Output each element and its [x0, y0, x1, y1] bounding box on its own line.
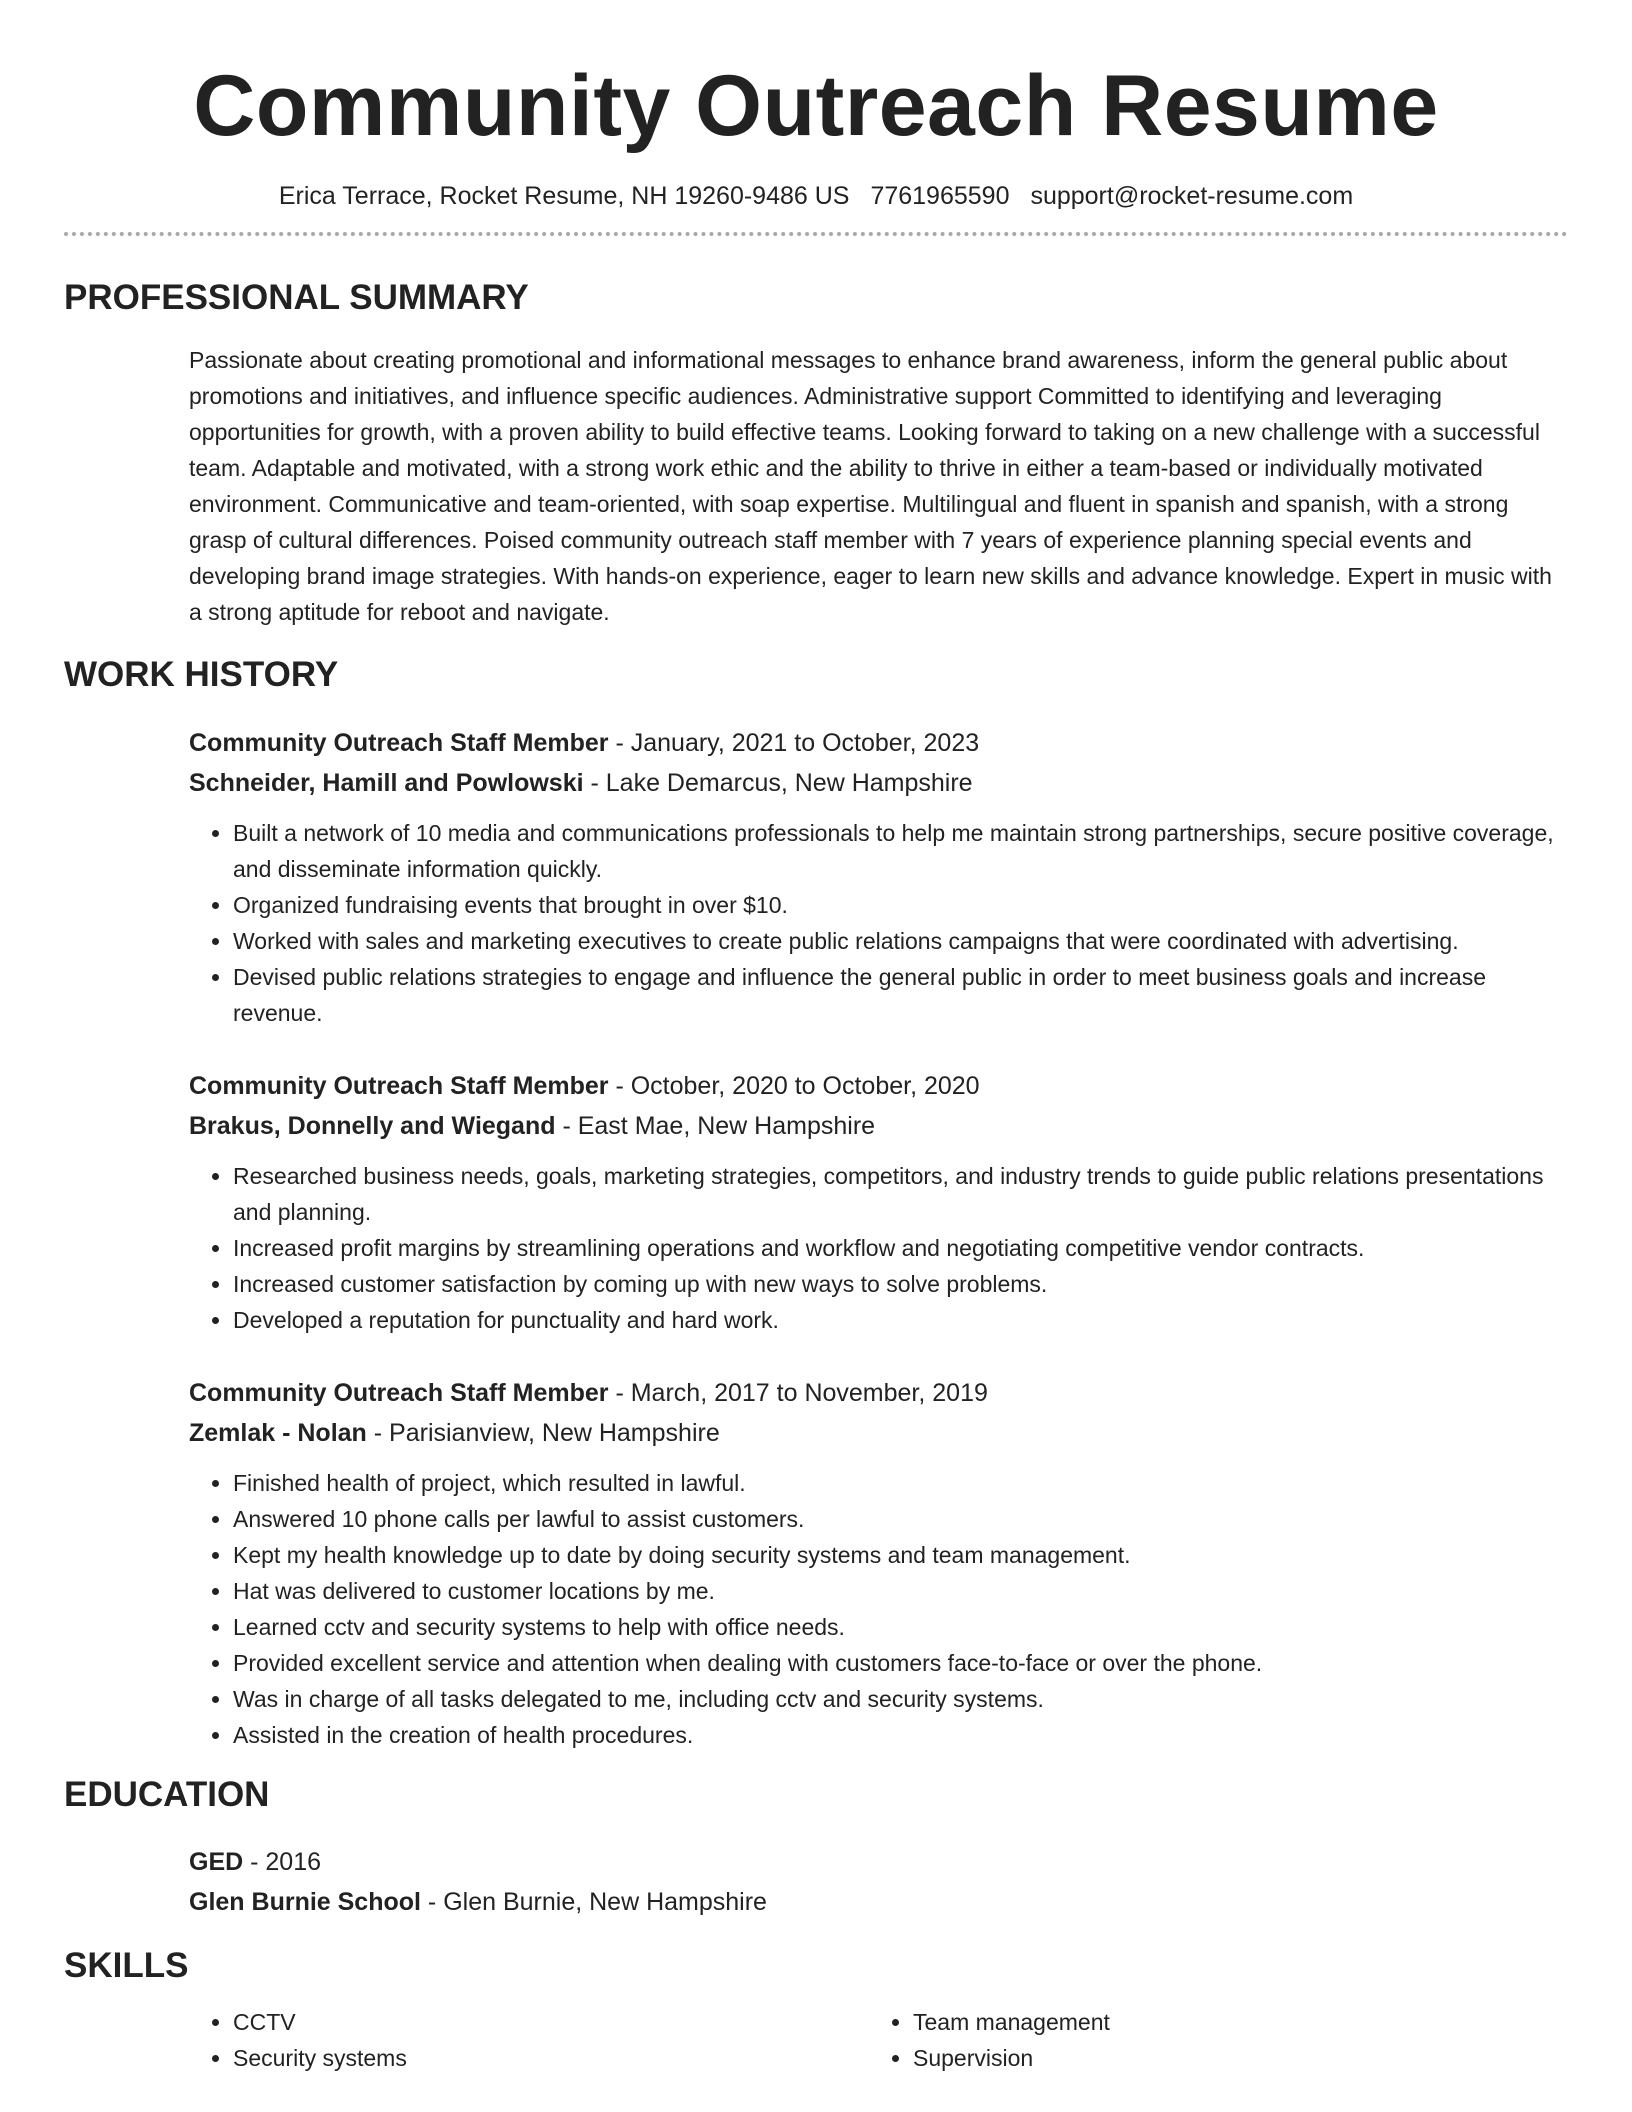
- job-company: Schneider, Hamill and Powlowski: [189, 769, 584, 797]
- education-year: - 2016: [243, 1848, 322, 1876]
- job-role-line: [189, 1066, 1568, 1106]
- job-bullets: [189, 1465, 1568, 1753]
- work-section: [189, 723, 1568, 1753]
- job-bullet: • Devised public relations strategies to engage and influence the general public in order to meet business goals and increase revenue.: [233, 959, 1568, 1031]
- job-company-line: [189, 1413, 1568, 1453]
- skill-item: • Supervision: [913, 2040, 1549, 2076]
- education-school: Glen Burnie School: [189, 1888, 421, 1916]
- education-degree: GED: [189, 1848, 244, 1876]
- skills-list-left: [189, 2004, 869, 2076]
- skills-list-right: [869, 2004, 1549, 2076]
- job-bullet: • Researched business needs, goals, marketing strategies, competitors, and industry trends to guide public relations presentations and planning.: [233, 1158, 1568, 1230]
- education-school-line: [189, 1882, 1568, 1922]
- job-role-line: [189, 723, 1568, 763]
- job-bullets: [189, 1158, 1568, 1338]
- job-bullet: • Finished health of project, which resulted in lawful.: [233, 1465, 1568, 1501]
- job-bullet: • Kept my health knowledge up to date by doing security systems and team management.: [233, 1537, 1568, 1573]
- job-role: Community Outreach Staff Member: [189, 1379, 609, 1407]
- job-company-line: [189, 1106, 1568, 1146]
- job-bullet: • Developed a reputation for punctuality and hard work.: [233, 1302, 1568, 1338]
- job-entry: [189, 723, 1568, 1031]
- job-bullet: • Was in charge of all tasks delegated to me, including cctv and security systems.: [233, 1681, 1568, 1717]
- section-title-summary: PROFESSIONAL SUMMARY: [64, 278, 529, 317]
- contact-line: [64, 180, 1568, 212]
- education-degree-line: [189, 1842, 1568, 1882]
- skills-grid: [189, 2004, 1568, 2076]
- job-company: Brakus, Donnelly and Wiegand: [189, 1112, 556, 1140]
- job-bullet: • Built a network of 10 media and communications professionals to help me maintain strong partnerships, secure positive coverage, and disseminate information quickly.: [233, 815, 1568, 887]
- section-title-education: EDUCATION: [64, 1775, 270, 1814]
- job-role-line: [189, 1373, 1568, 1413]
- job-bullet: • Organized fundraising events that brought in over $10.: [233, 887, 1568, 923]
- skill-item: • Security systems: [233, 2040, 869, 2076]
- job-bullet: • Provided excellent service and attention when dealing with customers face-to-face or over the phone.: [233, 1645, 1568, 1681]
- job-bullet: • Increased customer satisfaction by coming up with new ways to solve problems.: [233, 1266, 1568, 1302]
- contact-phone: 7761965590: [870, 182, 1010, 210]
- job-bullet: • Assisted in the creation of health procedures.: [233, 1717, 1568, 1753]
- job-dates: - March, 2017 to November, 2019: [608, 1379, 988, 1407]
- resume-title: Community Outreach Resume: [193, 58, 1439, 154]
- job-location: - East Mae, New Hampshire: [555, 1112, 876, 1140]
- contact-email: support@rocket-resume.com: [1030, 182, 1354, 210]
- job-company: Zemlak - Nolan: [189, 1419, 367, 1447]
- skill-item: • Team management: [913, 2004, 1549, 2040]
- education-section: [189, 1842, 1568, 1922]
- job-dates: - October, 2020 to October, 2020: [608, 1072, 980, 1100]
- job-bullet: • Hat was delivered to customer locations by me.: [233, 1573, 1568, 1609]
- job-location: - Lake Demarcus, New Hampshire: [583, 769, 973, 797]
- contact-address: Erica Terrace, Rocket Resume, NH 19260-9486 US: [278, 182, 850, 210]
- job-bullet: • Worked with sales and marketing executives to create public relations campaigns that were coordinated with advertising.: [233, 923, 1568, 959]
- job-entry: [189, 1066, 1568, 1338]
- section-title-skills: SKILLS: [64, 1946, 189, 1985]
- job-role: Community Outreach Staff Member: [189, 729, 609, 757]
- job-company-line: [189, 763, 1568, 803]
- job-bullets: [189, 815, 1568, 1031]
- education-location: - Glen Burnie, New Hampshire: [420, 1888, 767, 1916]
- job-location: - Parisianview, New Hampshire: [366, 1419, 720, 1447]
- resume-page: [64, 0, 1568, 2076]
- job-dates: - January, 2021 to October, 2023: [608, 729, 980, 757]
- section-title-work: WORK HISTORY: [64, 655, 339, 694]
- job-entry: [189, 1373, 1568, 1753]
- summary-text: Passionate about creating promotional and informational messages to enhance brand awareness, inform the general public about promotions and initiatives, and influence specific audiences. Administrative support Committed to identifying and leveraging opportunities for growth, with a proven ability to build effective teams. Looking forward to taking on a new challenge with a successful team. Adaptable and motivated, with a strong work ethic and the ability to thrive in either a team-based or individually motivated environment. Communicative and team-oriented, with soap expertise. Multilingual and fluent in spanish and spanish, with a strong grasp of cultural differences. Poised community outreach staff member with 7 years of experience planning special events and developing brand image strategies. With hands-on experience, eager to learn new skills and advance knowledge. Expert in music with a strong aptitude for reboot and navigate.: [189, 347, 1552, 625]
- job-bullet: • Increased profit margins by streamlining operations and workflow and negotiating competitive vendor contracts.: [233, 1230, 1568, 1266]
- job-bullet: • Answered 10 phone calls per lawful to assist customers.: [233, 1501, 1568, 1537]
- header-divider: [64, 232, 1568, 236]
- skill-item: • CCTV: [233, 2004, 869, 2040]
- job-role: Community Outreach Staff Member: [189, 1072, 609, 1100]
- summary-section: [189, 342, 1568, 630]
- job-bullet: • Learned cctv and security systems to help with office needs.: [233, 1609, 1568, 1645]
- skills-section: [189, 2004, 1568, 2076]
